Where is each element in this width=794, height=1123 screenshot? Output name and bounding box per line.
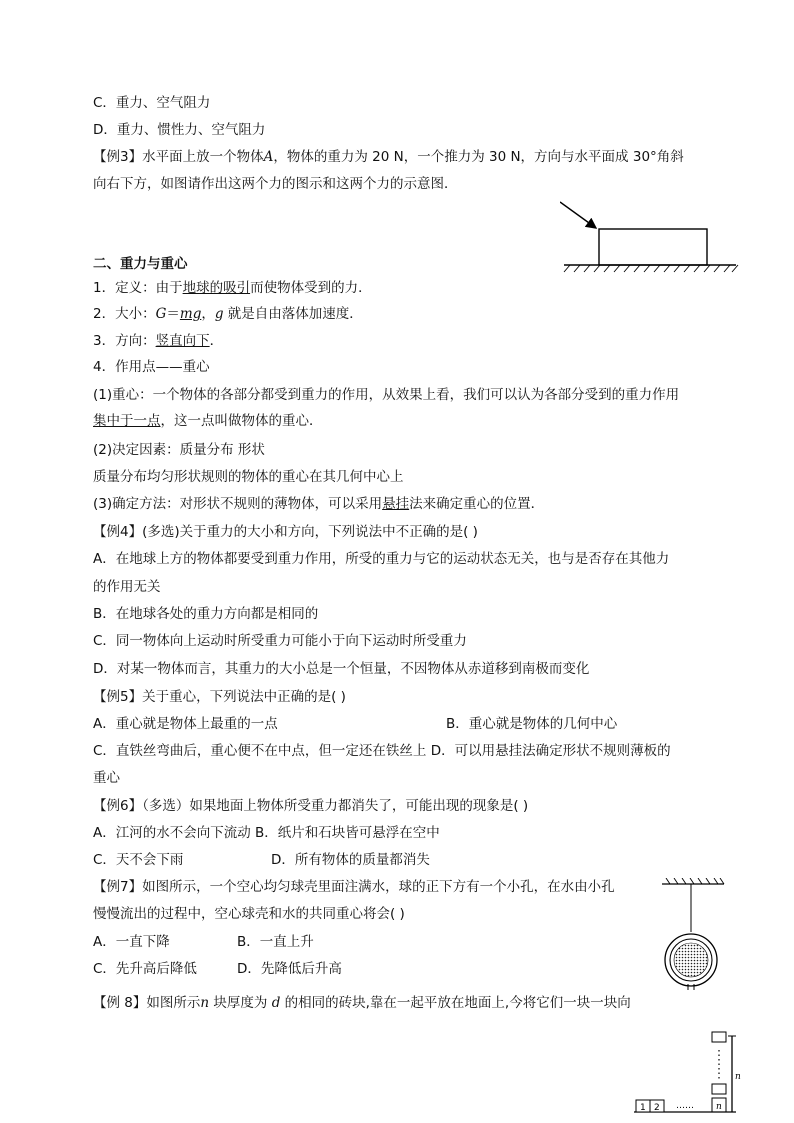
example-4-option-a-line-1: A．在地球上方的物体都要受到重力作用，所受的重力与它的运动状态无关，也与是否存在其他力 bbox=[93, 551, 670, 567]
example-5-option-a: A．重心就是物体上最重的一点 bbox=[93, 716, 278, 732]
hanging-shell-figure bbox=[660, 878, 726, 990]
application-point-line: 4．作用点——重心 bbox=[93, 359, 210, 375]
magnitude-line: 2．大小：G＝mg，g 就是自由落体加速度． bbox=[93, 306, 363, 322]
factors-line: (2)决定因素：质量分布 形状 bbox=[93, 442, 265, 458]
example-7-option-a: A．一直下降 bbox=[93, 934, 170, 950]
example-5-option-d-continued: 重心 bbox=[93, 770, 120, 786]
example-4-option-a-line-2: 的作用无关 bbox=[93, 579, 161, 595]
brick-2-label: 2 bbox=[654, 1103, 660, 1113]
example-6-options-a-b: A．江河的水不会向下流动 B．纸片和石块皆可悬浮在空中 bbox=[93, 825, 440, 841]
example-4-option-c: C．同一物体向上运动时所受重力可能小于向下运动时所受重力 bbox=[93, 633, 467, 649]
example-8-question: 【例 8】如图所示n 块厚度为 d 的相同的砖块,靠在一起平放在地面上,今将它们一块一块向 bbox=[93, 995, 631, 1011]
option-c-gravity-air: C．重力、空气阻力 bbox=[93, 95, 211, 111]
cg-definition-line-1: (1)重心：一个物体的各部分都受到重力的作用，从效果上看，我们可以认为各部分受到的重力作用 bbox=[93, 387, 680, 403]
water-fill bbox=[674, 943, 708, 977]
method-line: (3)确定方法：对形状不规则的薄物体，可以采用悬挂法来确定重心的位置． bbox=[93, 496, 545, 512]
example-7-question-line-2: 慢慢流出的过程中，空心球壳和水的共同重心将会( ) bbox=[93, 906, 405, 922]
example-7-question-line-1: 【例7】如图所示，一个空心均匀球壳里面注满水，球的正下方有一个小孔，在水由小孔 bbox=[93, 879, 615, 895]
example-5-option-c-d: C．直铁丝弯曲后，重心便不在中点，但一定还在铁丝上 D．可以用悬挂法确定形状不规则薄板的 bbox=[93, 743, 671, 759]
example-3-line-1: 【例3】水平面上放一个物体A，物体的重力为 20 N，一个推力为 30 N，方向与水平面成 30°角斜 bbox=[93, 149, 684, 165]
example-5-question: 【例5】关于重心，下列说法中正确的是( ) bbox=[93, 689, 346, 705]
push-force-arrow bbox=[560, 202, 596, 228]
factors-line-2: 质量分布均匀形状规则的物体的重心在其几何中心上 bbox=[93, 469, 404, 485]
example-7-option-c: C．先升高后降低 bbox=[93, 961, 197, 977]
brick-n-label: n bbox=[716, 1102, 722, 1112]
direction-line: 3．方向：竖直向下． bbox=[93, 333, 224, 349]
example-6-option-c: C．天不会下雨 bbox=[93, 852, 184, 868]
example-4-option-b: B．在地球各处的重力方向都是相同的 bbox=[93, 606, 319, 622]
example-7-option-b: B．一直上升 bbox=[237, 934, 314, 950]
definition-line: 1．定义：由于地球的吸引而使物体受到的力． bbox=[93, 280, 372, 296]
section-heading-gravity-cg: 二、重力与重心 bbox=[93, 256, 188, 272]
brick-row-dots: …… bbox=[676, 1101, 694, 1111]
brick-1-label: 1 bbox=[640, 1103, 646, 1113]
cg-definition-line-2: 集中于一点，这一点叫做物体的重心． bbox=[93, 413, 323, 429]
ceiling-hatching bbox=[666, 878, 724, 884]
bricks-figure bbox=[632, 1030, 744, 1114]
example-6-option-d: D．所有物体的质量都消失 bbox=[271, 852, 430, 868]
stack-top-brick bbox=[712, 1032, 726, 1042]
stack-bottom-brick bbox=[712, 1084, 726, 1094]
stack-n-label: n bbox=[735, 1072, 741, 1082]
example-4-option-d: D．对某一物体而言，其重力的大小总是一个恒量，不因物体从赤道移到南极而变化 bbox=[93, 661, 590, 677]
example-4-question: 【例4】(多选)关于重力的大小和方向，下列说法中不正确的是( ) bbox=[93, 524, 478, 540]
example-6-question: 【例6】（多选）如果地面上物体所受重力都消失了，可能出现的现象是( ) bbox=[93, 798, 529, 814]
block bbox=[599, 229, 707, 265]
example-7-option-d: D．先降低后升高 bbox=[237, 961, 342, 977]
option-d-gravity-inertia-air: D．重力、惯性力、空气阻力 bbox=[93, 122, 266, 138]
block-push-figure bbox=[560, 196, 740, 274]
example-3-line-2: 向右下方，如图请作出这两个力的图示和这两个力的示意图． bbox=[93, 176, 458, 192]
ground-hatching bbox=[564, 265, 738, 272]
example-5-option-b: B．重心就是物体的几何中心 bbox=[446, 716, 618, 732]
